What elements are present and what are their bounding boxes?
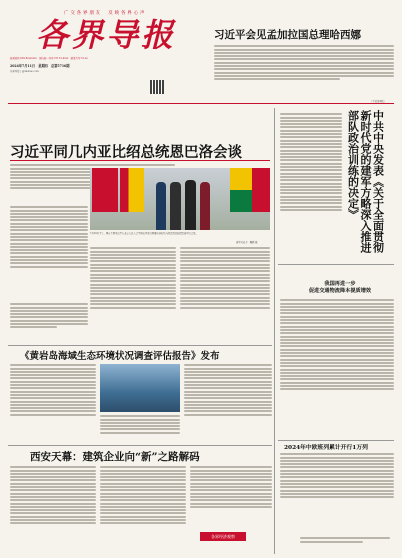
bottom-right-body [280,452,394,522]
masthead-divider [8,103,394,104]
masthead [8,8,198,73]
flag-green-2 [230,168,252,212]
side-story-2-body [280,298,394,438]
feature-col-1 [10,465,96,553]
side-story-headline-text: 中共中央发表《关于全面贯彻新时代党的建军方略深入推进部队政治训练的决定》 [346,110,385,253]
lead-story-col-1 [10,205,88,300]
side-divider-1 [278,264,394,265]
flag-red-2 [252,168,270,212]
masthead-site: 各界导报 | gjdaobao.com [10,70,39,73]
side-divider-2 [278,440,394,441]
masthead-title: 各界导报 [36,16,177,54]
side-story-body [280,112,342,262]
report-col-2 [100,414,180,444]
masthead-slogan: 广 交 各 界 朋 友 反 映 各 界 心 声 [64,11,145,16]
person-2 [170,182,181,230]
lead-story-col-1b [10,302,88,342]
person-3 [185,180,196,230]
report-photo [100,364,180,412]
lead-story-col-2 [90,246,176,342]
masthead-date: 2024年7月11日 星期四 总第5716期 [10,64,70,68]
lead-photo [90,168,270,230]
feature-col-2 [100,465,186,553]
report-col-1 [10,363,96,443]
top-story-body [214,44,394,100]
top-story-headline: 习近平会见孟加拉国总理哈西娜 [214,29,361,41]
flag-red [92,168,118,212]
section-divider-feature [8,445,272,446]
photo-caption: 7月10日下午，国家主席习近平在北京人民大会堂同来华进行国事访问的几内亚比绍总统恩巴洛举行会谈。 [90,232,198,235]
masthead-issue-info: 新闻热线:029-8xxxxxxx 国内统一刊号:CN 61-0xxx 邮发代号:51-xx [10,57,88,60]
side-story-2-headline: 我国再进一步 促进交通物流降本提质增效 [308,281,372,294]
lead-headline-underline [10,160,270,161]
side-story-headline [346,110,396,260]
report-headline: 《黄岩岛海域生态环境状况调查评估报告》发布 [20,351,220,362]
bottom-right-headline: 2024年中欧班列累计开行1万列 [284,445,368,451]
qr-code [150,80,164,94]
lead-story-headline: 习近平同几内亚比绍总统恩巴洛会谈 [10,144,242,161]
flag-green [120,168,144,212]
footer-info [300,536,390,548]
feature-headline: 西安天幕：建筑企业向“新”之路解码 [30,451,200,463]
feature-tag [200,532,246,541]
section-divider-report [8,345,272,346]
photo-credit: 新华社记者 鞠鹏 摄 [236,241,258,244]
report-col-3 [184,363,272,443]
column-divider-right [274,108,275,554]
top-story-tag: （下转第2版） [370,100,386,103]
person-4 [200,182,210,230]
person-1 [156,182,166,230]
lead-story-col-3 [180,246,270,342]
feature-tag-label: 各界经济观察 [211,534,235,539]
feature-col-3 [190,465,272,527]
